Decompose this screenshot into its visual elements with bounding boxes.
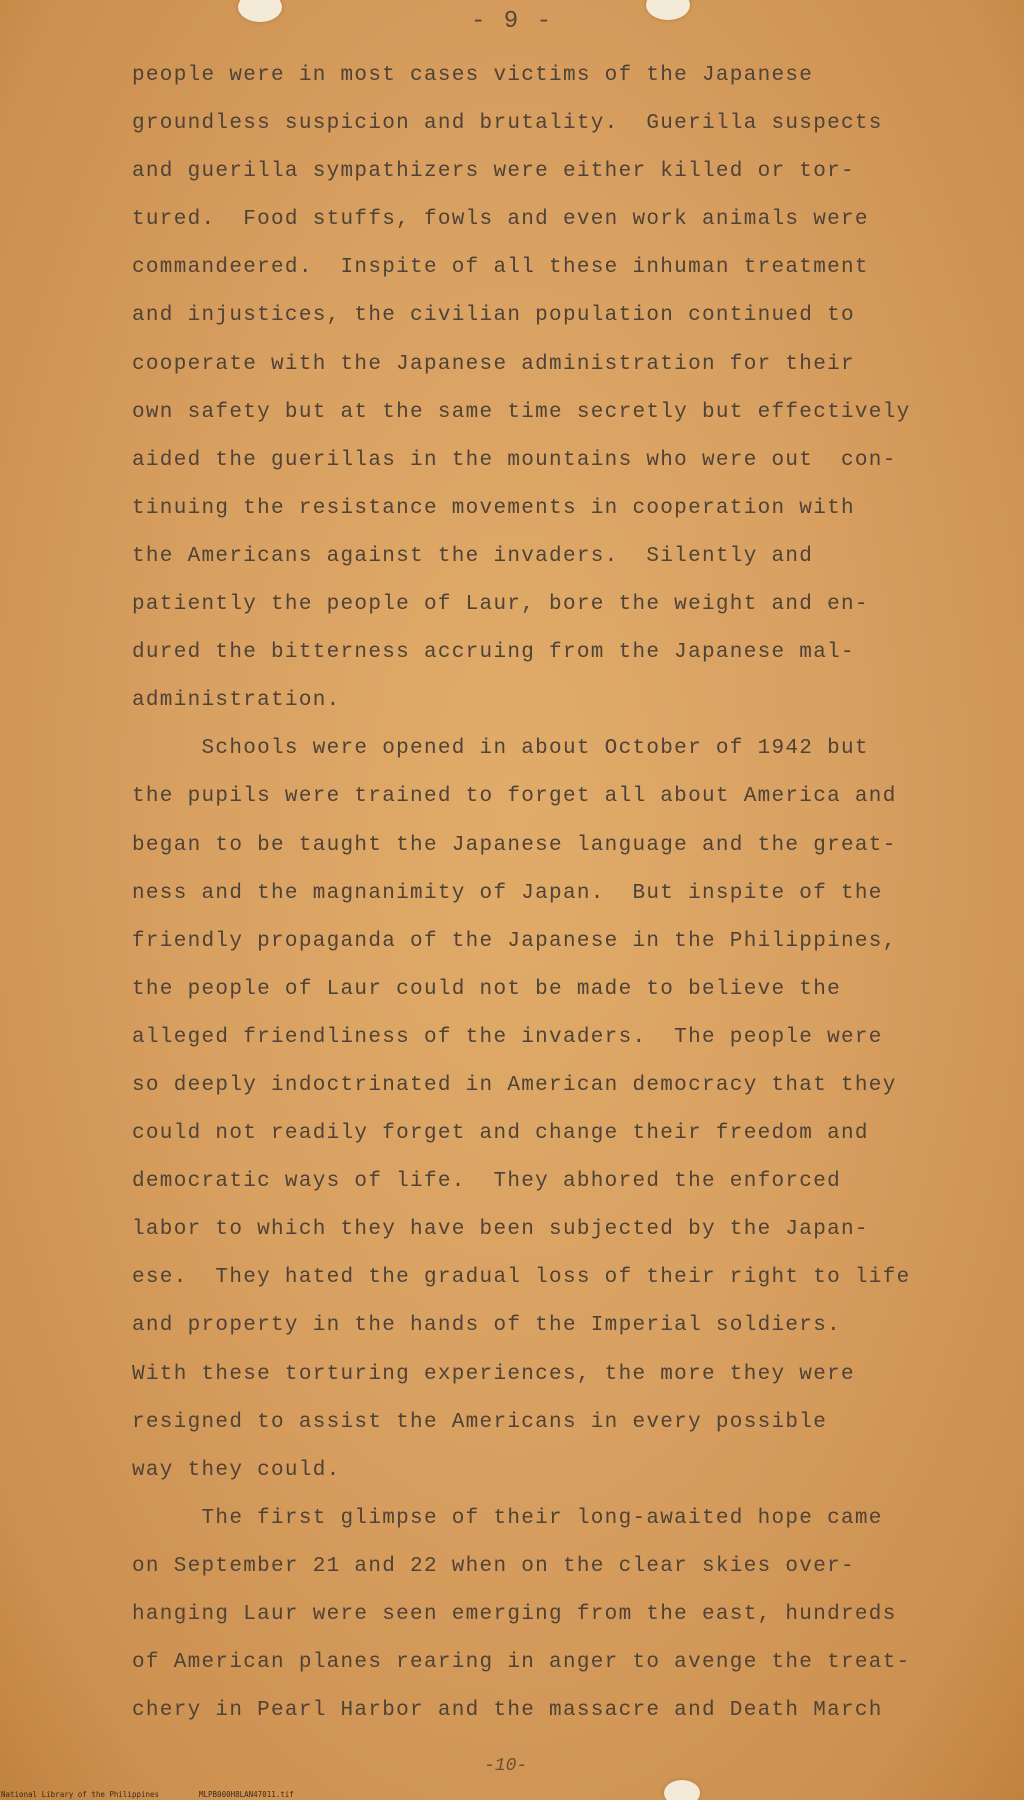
text-line: friendly propaganda of the Japanese in the Philippines, [132,929,897,953]
text-line: Schools were opened in about October of 1942 but [132,737,869,761]
text-line: groundless suspicion and brutality. Guerilla suspects [132,112,883,136]
text-line: tured. Food stuffs, fowls and even work animals were [132,208,869,232]
text-line: ness and the magnanimity of Japan. But inspite of the [132,881,883,905]
text-line: so deeply indoctrinated in American democracy that they [132,1073,897,1097]
text-line: patiently the people of Laur, bore the weight and en- [132,593,869,617]
text-line: democratic ways of life. They abhored the enforced [132,1170,842,1194]
text-line: on September 21 and 22 when on the clear skies over- [132,1554,855,1578]
text-line: With these torturing experiences, the more they were [132,1362,855,1386]
text-line: of American planes rearing in anger to avenge the treat- [132,1651,911,1675]
text-line: the pupils were trained to forget all about America and [132,785,897,809]
text-line: resigned to assist the Americans in every possible [132,1410,828,1434]
text-line: dured the bitterness accruing from the Japanese mal- [132,641,855,665]
text-line: tinuing the resistance movements in cooperation with [132,496,855,520]
page-number: - 9 - [470,8,553,35]
text-line: commandeered. Inspite of all these inhuman treatment [132,256,869,280]
text-line: way they could. [132,1458,341,1482]
handwritten-page-mark: -10- [484,1756,528,1776]
text-line: and injustices, the civilian population continued to [132,304,855,328]
text-line: and guerilla sympathizers were either killed or tor- [132,160,855,184]
text-line: The first glimpse of their long-awaited hope came [132,1506,883,1530]
library-name: National Library of the Philippines [1,1790,160,1799]
text-line: alleged friendliness of the invaders. The people were [132,1025,883,1049]
text-line: could not readily forget and change their freedom and [132,1122,869,1146]
text-line: people were in most cases victims of the Japanese [132,64,814,87]
text-line: ese. They hated the gradual loss of their right to life [132,1266,911,1290]
text-line: chery in Pearl Harbor and the massacre and Death March [132,1699,883,1723]
text-line: administration. [132,689,341,713]
text-line: hanging Laur were seen emerging from the east, hundreds [132,1603,897,1626]
typewritten-text [132,52,972,1735]
archive-footer [0,1763,1024,1799]
text-line: began to be taught the Japanese language and the great- [132,833,897,857]
text-line: aided the guerillas in the mountains who were out con- [132,448,897,472]
text-line: labor to which they have been subjected by the Japan- [132,1218,869,1242]
text-line: own safety but at the same time secretly but effectively [132,400,911,424]
text-line: the people of Laur could not be made to believe the [132,977,842,1001]
file-id: MLPB000H8LAN47011.tif [199,1790,294,1799]
text-line: and property in the hands of the Imperial soldiers. [132,1314,842,1338]
text-line: cooperate with the Japanese administration for their [132,352,855,376]
text-line: the Americans against the invaders. Silently and [132,544,814,568]
